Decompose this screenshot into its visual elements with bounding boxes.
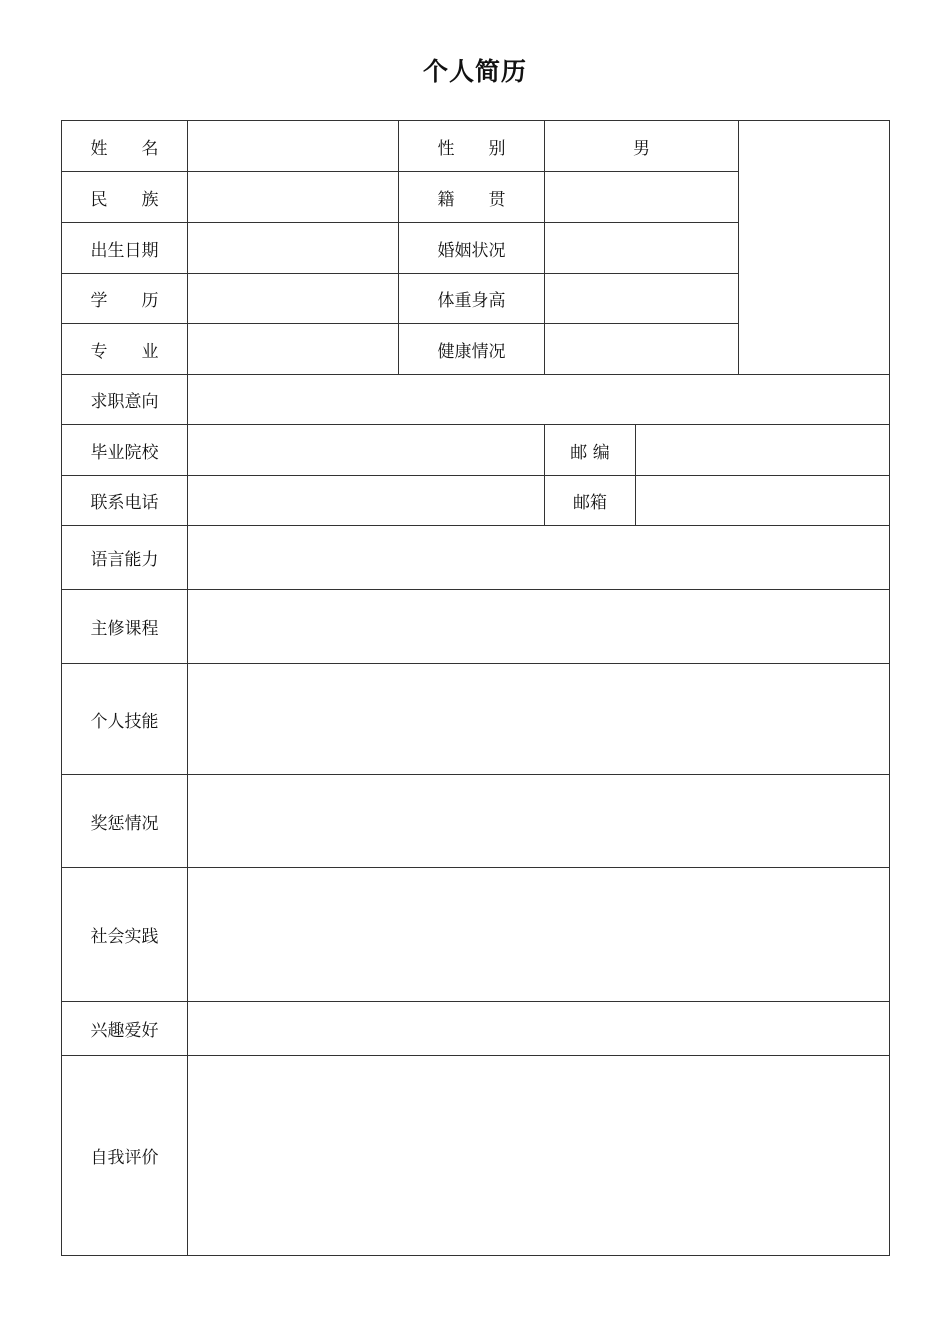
- hobbies-label: 兴趣爱好: [62, 1002, 188, 1056]
- education-label: 学 历: [62, 274, 188, 324]
- phone-label: 联系电话: [62, 476, 188, 526]
- name-label: 姓 名: [62, 121, 188, 172]
- table-row: [62, 1056, 890, 1256]
- self-eval-value[interactable]: [188, 1056, 890, 1256]
- name-value[interactable]: [188, 121, 399, 172]
- birthdate-value[interactable]: [188, 223, 399, 274]
- table-row: [62, 375, 890, 425]
- practice-value[interactable]: [188, 868, 890, 1002]
- phone-value[interactable]: [188, 476, 545, 526]
- resume-table: [61, 120, 890, 1256]
- health-label: 健康情况: [399, 324, 545, 375]
- health-value[interactable]: [545, 324, 739, 375]
- page-title: 个人简历: [422, 57, 527, 86]
- language-value[interactable]: [188, 526, 890, 590]
- skills-value[interactable]: [188, 664, 890, 775]
- photo-cell[interactable]: [739, 121, 890, 375]
- skills-label: 个人技能: [62, 664, 188, 775]
- table-row: [62, 121, 890, 172]
- height-weight-label: 体重身高: [399, 274, 545, 324]
- table-row: [62, 775, 890, 868]
- self-eval-label: 自我评价: [62, 1056, 188, 1256]
- origin-label: 籍 贯: [399, 172, 545, 223]
- hobbies-value[interactable]: [188, 1002, 890, 1056]
- gender-label: 性 别: [399, 121, 545, 172]
- marital-value[interactable]: [545, 223, 739, 274]
- postcode-value[interactable]: [636, 425, 890, 476]
- table-row: [62, 590, 890, 664]
- table-row: [62, 868, 890, 1002]
- school-value[interactable]: [188, 425, 545, 476]
- birthdate-label: 出生日期: [62, 223, 188, 274]
- job-intent-label: 求职意向: [62, 375, 188, 425]
- email-label: 邮箱: [545, 476, 636, 526]
- courses-label: 主修课程: [62, 590, 188, 664]
- origin-value[interactable]: [545, 172, 739, 223]
- postcode-label: 邮 编: [545, 425, 636, 476]
- courses-value[interactable]: [188, 590, 890, 664]
- major-label: 专 业: [62, 324, 188, 375]
- awards-label: 奖惩情况: [62, 775, 188, 868]
- table-row: [62, 664, 890, 775]
- height-weight-value[interactable]: [545, 274, 739, 324]
- gender-value[interactable]: 男: [545, 121, 739, 172]
- marital-label: 婚姻状况: [399, 223, 545, 274]
- awards-value[interactable]: [188, 775, 890, 868]
- table-row: [62, 476, 890, 526]
- ethnicity-value[interactable]: [188, 172, 399, 223]
- ethnicity-label: 民 族: [62, 172, 188, 223]
- table-row: [62, 526, 890, 590]
- table-row: [62, 425, 890, 476]
- major-value[interactable]: [188, 324, 399, 375]
- job-intent-value[interactable]: [188, 375, 890, 425]
- table-row: [62, 1002, 890, 1056]
- school-label: 毕业院校: [62, 425, 188, 476]
- practice-label: 社会实践: [62, 868, 188, 1002]
- email-value[interactable]: [636, 476, 890, 526]
- language-label: 语言能力: [62, 526, 188, 590]
- education-value[interactable]: [188, 274, 399, 324]
